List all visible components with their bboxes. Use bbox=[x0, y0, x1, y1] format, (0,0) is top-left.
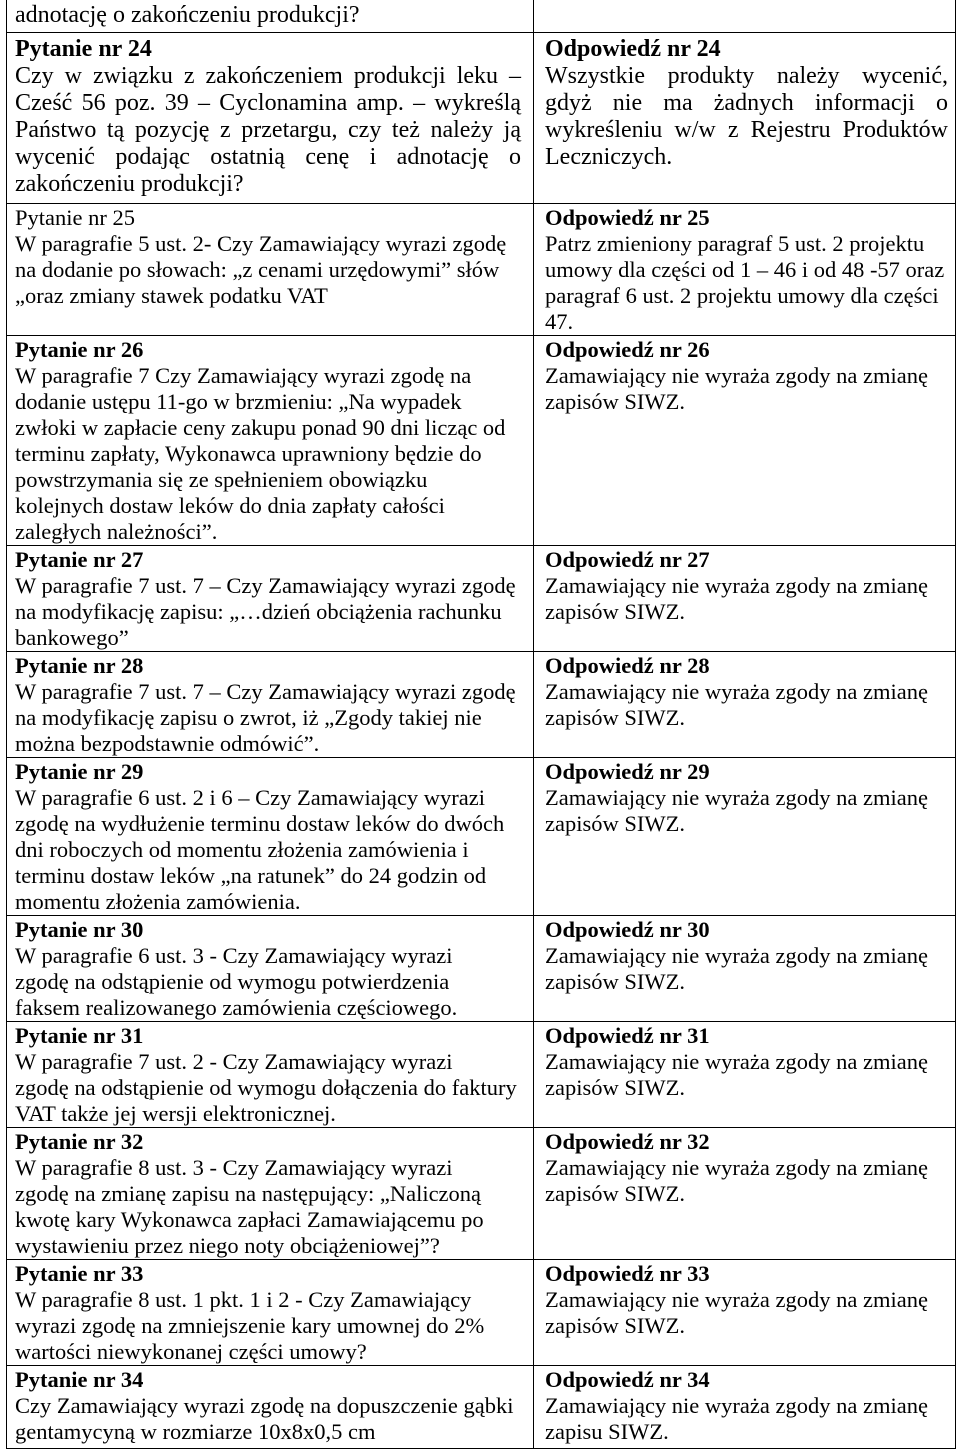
answer-cell bbox=[534, 336, 955, 545]
answer-text-line: Zamawiający nie wyraża zgody na zmianę bbox=[545, 1049, 928, 1074]
answer-text-line: zapisów SIWZ. bbox=[545, 389, 685, 414]
question-text-line: W paragrafie 5 ust. 2- Czy Zamawiający wyrazi zgodę bbox=[15, 231, 507, 256]
question-text-line: zgodę na odstąpienie od wymogu dołączenia do faktury bbox=[15, 1075, 517, 1100]
question-text-line: można bezpodstawnie odmówić”. bbox=[15, 731, 320, 756]
question-text-line: zgodę na zmianę zapisu na następujący: „Naliczoną bbox=[15, 1181, 482, 1206]
question-text-line: gentamycyną w rozmiarze 10x8x0,5 cm bbox=[15, 1419, 376, 1444]
question-cell bbox=[7, 1022, 534, 1127]
question-text-line: wyrazi zgodę na zmniejszenie kary umownej do 2% bbox=[15, 1313, 485, 1338]
question-text-line: Państwo tą pozycję z przetargu, czy też należy ją bbox=[15, 117, 521, 143]
question-cell bbox=[7, 1260, 534, 1365]
question-text-line: Cześć 56 poz. 39 – Cyclonamina amp. – wykreślą bbox=[15, 90, 521, 116]
answer-text-line: zapisów SIWZ. bbox=[545, 1075, 685, 1100]
answer-cell bbox=[534, 652, 955, 757]
answer-text-line: Zamawiający nie wyraża zgody na zmianę bbox=[545, 1155, 928, 1180]
question-text-line: momentu złożenia zamówienia. bbox=[15, 889, 301, 914]
answer-cell bbox=[534, 1260, 955, 1365]
question-heading: Pytanie nr 24 bbox=[15, 36, 152, 62]
answer-text-line: gdyż nie ma żadnych informacji o bbox=[545, 90, 948, 116]
answer-text-line: 47. bbox=[545, 309, 574, 334]
qa-row bbox=[7, 1128, 955, 1260]
answer-text-line: zapisów SIWZ. bbox=[545, 599, 685, 624]
qa-row bbox=[7, 546, 955, 652]
question-text-line: bankowego” bbox=[15, 625, 129, 650]
answer-text-line: Patrz zmieniony paragraf 5 ust. 2 projektu bbox=[545, 231, 925, 256]
qa-row bbox=[7, 1366, 955, 1449]
answer-cell bbox=[534, 1128, 955, 1259]
question-cell bbox=[7, 204, 534, 335]
question-text-line: wartości niewykonanej części umowy? bbox=[15, 1339, 367, 1364]
answer-heading: Odpowiedź nr 24 bbox=[545, 36, 721, 62]
answer-heading: Odpowiedź nr 25 bbox=[545, 205, 710, 230]
answer-heading: Odpowiedź nr 32 bbox=[545, 1129, 710, 1154]
question-text-line: wycenić podając ostatnią cenę i adnotację o bbox=[15, 144, 521, 170]
answer-heading: Odpowiedź nr 34 bbox=[545, 1367, 710, 1392]
question-text-line: W paragrafie 7 Czy Zamawiający wyrazi zgodę na bbox=[15, 363, 472, 388]
qa-row bbox=[7, 204, 955, 336]
question-cell bbox=[7, 0, 534, 32]
question-text-line: faksem realizowanego zamówienia częściowego. bbox=[15, 995, 458, 1020]
question-text-line: Czy w związku z zakończeniem produkcji leku – bbox=[15, 63, 521, 89]
question-cell bbox=[7, 916, 534, 1021]
answer-text-line: paragraf 6 ust. 2 projektu umowy dla części bbox=[545, 283, 939, 308]
question-text-line: adnotację o zakończeniu produkcji? bbox=[15, 2, 360, 28]
answer-cell bbox=[534, 1366, 955, 1448]
question-text-line: terminu dostaw leków „na ratunek” do 24 godzin od bbox=[15, 863, 487, 888]
answer-heading: Odpowiedź nr 26 bbox=[545, 337, 710, 362]
question-text-line: W paragrafie 8 ust. 3 - Czy Zamawiający wyrazi bbox=[15, 1155, 453, 1180]
question-text-line: kwotę kary Wykonawca zapłaci Zamawiającemu po bbox=[15, 1207, 484, 1232]
question-heading: Pytanie nr 27 bbox=[15, 547, 144, 572]
answer-text-line: zapisów SIWZ. bbox=[545, 811, 685, 836]
answer-text-line: Zamawiający nie wyraża zgody na zmianę bbox=[545, 943, 928, 968]
answer-text-line: Zamawiający nie wyraża zgody na zmianę bbox=[545, 363, 928, 388]
answer-cell bbox=[534, 0, 955, 32]
answer-text-line: Zamawiający nie wyraża zgody na zmianę bbox=[545, 785, 928, 810]
qa-row bbox=[7, 652, 955, 758]
answer-text-line: Zamawiający nie wyraża zgody na zmianę bbox=[545, 1287, 928, 1312]
answer-text-line: zapisu SIWZ. bbox=[545, 1419, 669, 1444]
question-cell bbox=[7, 336, 534, 545]
qa-row bbox=[7, 758, 955, 916]
question-text-line: W paragrafie 7 ust. 7 – Czy Zamawiający wyrazi zgodę bbox=[15, 679, 516, 704]
question-text-line: W paragrafie 7 ust. 7 – Czy Zamawiający wyrazi zgodę bbox=[15, 573, 516, 598]
answer-text-line: zapisów SIWZ. bbox=[545, 1181, 685, 1206]
question-text-line: W paragrafie 7 ust. 2 - Czy Zamawiający wyrazi bbox=[15, 1049, 453, 1074]
question-heading: Pytanie nr 29 bbox=[15, 759, 144, 784]
question-text-line: W paragrafie 8 ust. 1 pkt. 1 i 2 - Czy Zamawiający bbox=[15, 1287, 472, 1312]
answer-text-line: zapisów SIWZ. bbox=[545, 969, 685, 994]
question-heading: Pytanie nr 25 bbox=[15, 205, 135, 230]
answer-text-line: Zamawiający nie wyraża zgody na zmianę bbox=[545, 1393, 928, 1418]
answer-text-line: zapisów SIWZ. bbox=[545, 705, 685, 730]
question-heading: Pytanie nr 34 bbox=[15, 1367, 144, 1392]
question-text-line: W paragrafie 6 ust. 3 - Czy Zamawiający wyrazi bbox=[15, 943, 453, 968]
question-text-line: terminu zapłaty, Wykonawca uprawniony będzie do bbox=[15, 441, 482, 466]
answer-text-line: Leczniczych. bbox=[545, 144, 673, 170]
answer-heading: Odpowiedź nr 29 bbox=[545, 759, 710, 784]
question-text-line: wystawieniu przez niego noty obciążeniowej”? bbox=[15, 1233, 440, 1258]
answer-heading: Odpowiedź nr 30 bbox=[545, 917, 710, 942]
answer-cell bbox=[534, 916, 955, 1021]
answer-cell bbox=[534, 33, 955, 203]
qa-row bbox=[7, 336, 955, 546]
question-cell bbox=[7, 33, 534, 203]
question-cell bbox=[7, 1128, 534, 1259]
qa-row bbox=[7, 0, 955, 33]
answer-cell bbox=[534, 546, 955, 651]
question-heading: Pytanie nr 31 bbox=[15, 1023, 144, 1048]
answer-text-line: Zamawiający nie wyraża zgody na zmianę bbox=[545, 573, 928, 598]
question-heading: Pytanie nr 33 bbox=[15, 1261, 144, 1286]
question-heading: Pytanie nr 32 bbox=[15, 1129, 144, 1154]
question-cell bbox=[7, 652, 534, 757]
qa-row bbox=[7, 1022, 955, 1128]
question-cell bbox=[7, 1366, 534, 1448]
question-text-line: powstrzymania się ze spełnieniem obowiązku bbox=[15, 467, 428, 492]
question-cell bbox=[7, 546, 534, 651]
question-text-line: zakończeniu produkcji? bbox=[15, 171, 244, 197]
qa-row bbox=[7, 916, 955, 1022]
question-cell bbox=[7, 758, 534, 915]
question-text-line: zgodę na wydłużenie terminu dostaw leków do dwóch bbox=[15, 811, 505, 836]
qa-table bbox=[6, 0, 956, 1449]
answer-text-line: Zamawiający nie wyraża zgody na zmianę bbox=[545, 679, 928, 704]
question-text-line: „oraz zmiany stawek podatku VAT bbox=[15, 283, 328, 308]
qa-row bbox=[7, 33, 955, 204]
question-heading: Pytanie nr 28 bbox=[15, 653, 144, 678]
answer-heading: Odpowiedź nr 28 bbox=[545, 653, 710, 678]
question-text-line: Czy Zamawiający wyrazi zgodę na dopuszczenie gąbki bbox=[15, 1393, 514, 1418]
answer-heading: Odpowiedź nr 33 bbox=[545, 1261, 710, 1286]
question-text-line: zwłoki w zapłacie ceny zakupu ponad 90 dni licząc od bbox=[15, 415, 506, 440]
answer-text-line: umowy dla części od 1 – 46 i od 48 -57 oraz bbox=[545, 257, 945, 282]
question-text-line: dodanie ustępu 11-go w brzmieniu: „Na wypadek bbox=[15, 389, 462, 414]
question-heading: Pytanie nr 26 bbox=[15, 337, 144, 362]
answer-text-line: zapisów SIWZ. bbox=[545, 1313, 685, 1338]
question-text-line: na modyfikację zapisu: „…dzień obciążenia rachunku bbox=[15, 599, 502, 624]
answer-text-line: Wszystkie produkty należy wycenić, bbox=[545, 63, 948, 89]
answer-text-line: wykreśleniu w/w z Rejestru Produktów bbox=[545, 117, 948, 143]
question-text-line: zaległych należności”. bbox=[15, 519, 218, 544]
question-text-line: dni roboczych od momentu złożenia zamówienia i bbox=[15, 837, 469, 862]
answer-heading: Odpowiedź nr 27 bbox=[545, 547, 710, 572]
question-text-line: na modyfikację zapisu o zwrot, iż „Zgody takiej nie bbox=[15, 705, 482, 730]
question-text-line: kolejnych dostaw leków do dnia zapłaty całości bbox=[15, 493, 445, 518]
question-text-line: VAT także jej wersji elektronicznej. bbox=[15, 1101, 336, 1126]
answer-cell bbox=[534, 1022, 955, 1127]
question-text-line: zgodę na odstąpienie od wymogu potwierdzenia bbox=[15, 969, 450, 994]
answer-heading: Odpowiedź nr 31 bbox=[545, 1023, 710, 1048]
qa-row bbox=[7, 1260, 955, 1366]
question-text-line: na dodanie po słowach: „z cenami urzędowymi” słów bbox=[15, 257, 500, 282]
answer-cell bbox=[534, 204, 955, 335]
answer-cell bbox=[534, 758, 955, 915]
question-heading: Pytanie nr 30 bbox=[15, 917, 144, 942]
question-text-line: W paragrafie 6 ust. 2 i 6 – Czy Zamawiający wyrazi bbox=[15, 785, 486, 810]
